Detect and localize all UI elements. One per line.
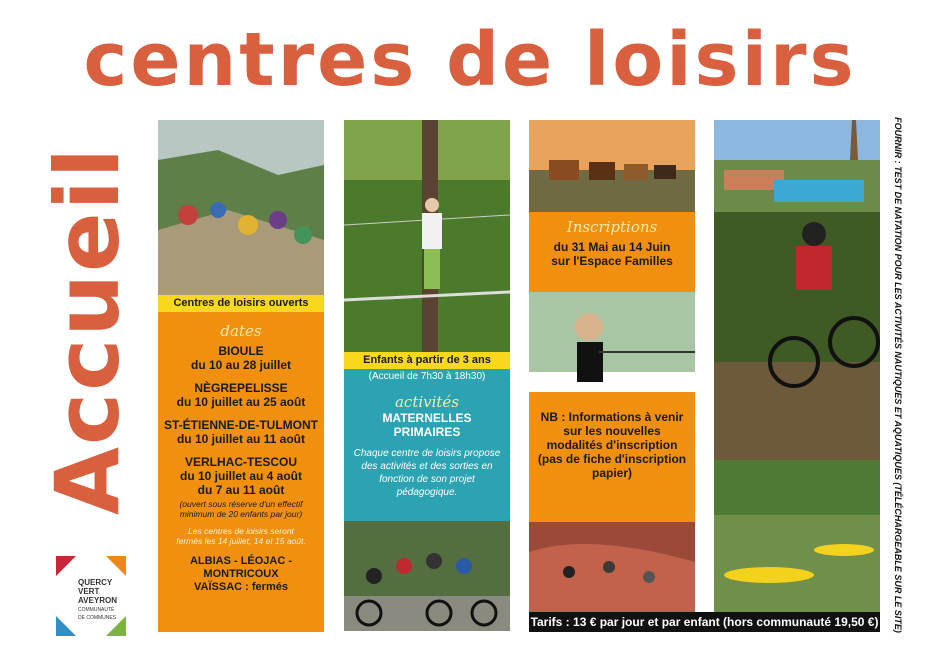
closed-note: Les centres de loisirs seront fermés les 14 juillet, 14 et 15 août. [176,526,306,546]
col2-panel [344,369,510,521]
closed-sites: ALBIAS - LÉOJAC - MONTRICOUX [189,555,293,580]
site-stetienne-name: ST-ÉTIENNE-DE-TULMONT [164,418,318,432]
site-verlhac-name: VERLHAC-TESCOU [184,455,297,469]
side-note-text: FOURNIR : TEST DE NATATION POUR LES ACTIVITÉS NAUTIQUES ET AQUATIQUES (TÉLÉCHARGEABLE SUR LE SITE) [893,117,903,633]
logo-line3: AVEYRON [78,596,117,605]
inscription-where: sur l'Espace Familles [551,254,673,268]
horses-photo [529,120,695,212]
dates-heading: dates [220,322,262,340]
hours-text: (Accueil de 7h30 à 18h30) [368,371,486,382]
activities-heading: activités [394,393,460,411]
hikers-photo [158,120,324,295]
logo-line2: VERT [78,587,100,596]
red-rocks-photo [529,522,695,612]
verlhac-note: (ouvert sous réserve d'un effectif minimum de 20 enfants par jour) [179,499,303,519]
site-negrepelisse-name: NÈGREPELISSE [194,381,288,395]
community-logo [56,556,126,636]
kayak-photo [714,460,880,612]
closed-sites2: VAÏSSAC : fermés [194,581,288,593]
logo-line1: QUERCY [78,578,113,587]
bikers-photo [344,521,510,631]
archery-photo [529,292,695,392]
site-verlhac-dates: du 10 juillet au 4 août [179,469,303,483]
col3-panel-top [529,212,695,292]
site-bioule-name: BIOULE [218,344,264,358]
site-negrepelisse-dates: du 10 juillet au 25 août [176,395,306,409]
nb-text: NB : Informations à venir sur les nouvelles modalités d'inscription (pas de fiche d'inscription papier) [537,410,687,480]
col3-panel-nb [529,392,695,522]
site-stetienne-dates: du 10 juillet au 11 août [176,432,306,446]
mountain-bike-photo [714,212,880,460]
tarifs-bar: Tarifs : 13 € par jour et par enfant (hors communauté 19,50 €) [529,612,880,632]
inscription-period: du 31 Mai au 14 Juin [553,240,671,254]
activities-description: Chaque centre de loisirs propose des activités et des sorties en fonction de son projet pédagogique. [353,448,501,498]
col1-banner: Centres de loisirs ouverts [158,295,324,312]
treetop-photo [344,120,510,352]
level-primaires: PRIMAIRES [393,425,461,439]
site-bioule-dates: du 10 au 28 juillet [190,358,292,372]
accueil-word: Accueil [36,145,139,515]
inscriptions-heading: Inscriptions [566,218,658,236]
logo-line5: DE COMMUNES [78,615,117,621]
pool-photo [714,120,880,212]
side-word [30,110,145,550]
level-maternelles: MATERNELLES [382,411,472,425]
col1-panel [158,312,324,632]
side-note [884,117,912,633]
poster-title: centres de loisirs [83,17,857,103]
site-verlhac-dates2: du 7 au 11 août [197,483,285,497]
logo-line4: COMMUNAUTÉ [78,607,115,613]
col2-banner: Enfants à partir de 3 ans [344,352,510,369]
